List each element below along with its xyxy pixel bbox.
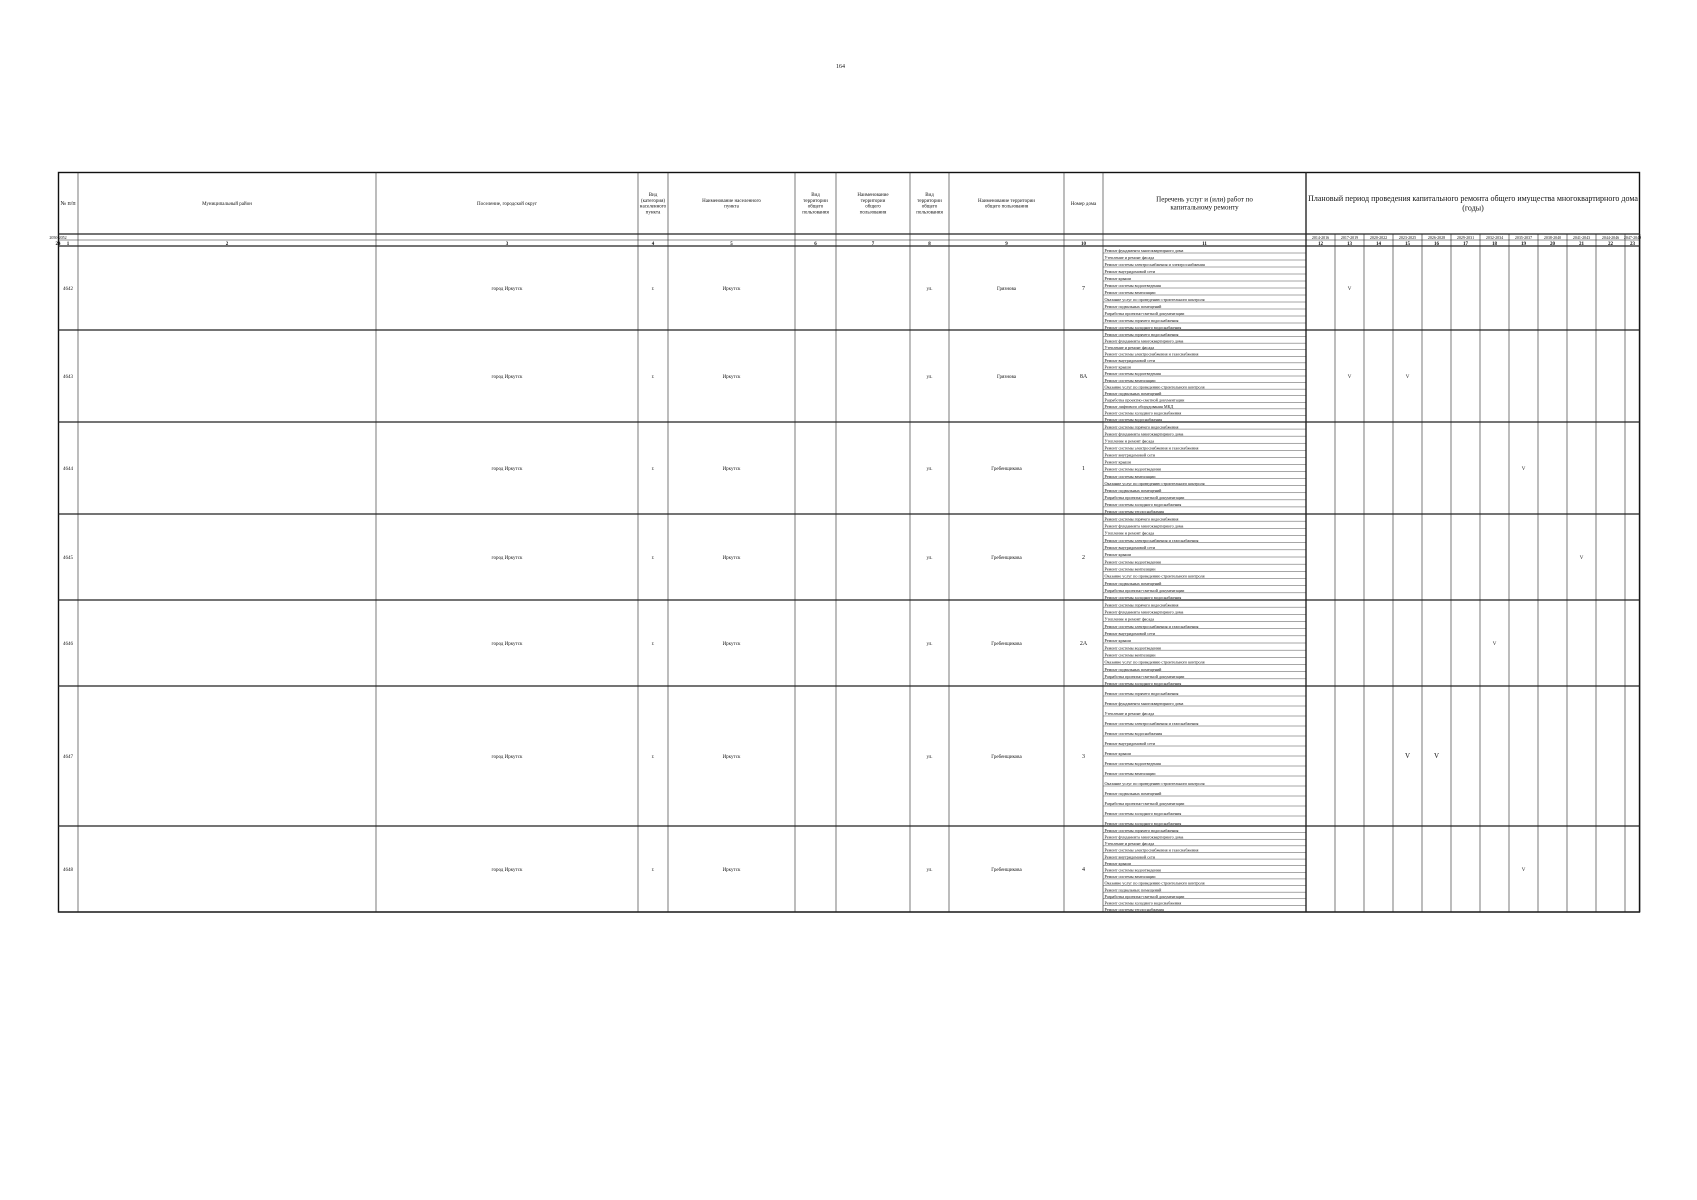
street-name: Гребенщикова: [991, 642, 1022, 647]
work-item: Ремонт системы водоотведения: [1104, 867, 1161, 873]
house-number: 3: [1082, 754, 1085, 760]
locality-name: Иркутск: [722, 556, 741, 561]
work-item: Ремонт системы вентиляции: [1104, 290, 1156, 296]
period-label: 2029-2031: [1456, 234, 1475, 240]
work-item: Ремонт внутридомовой сети: [1104, 545, 1156, 551]
row-number: 4643: [63, 375, 73, 380]
work-item: Оказание услуг по проведению строительного контроля: [1104, 480, 1205, 486]
column-number: 13: [1347, 241, 1352, 247]
street-type: ул.: [926, 868, 933, 873]
work-item: Ремонт фундамента многоквартирного дома: [1104, 248, 1184, 254]
column-number: 14: [1376, 241, 1381, 247]
work-item: Ремонт подвальных помещений: [1104, 791, 1162, 797]
work-item: Ремонт системы теплоснабжения: [1104, 907, 1164, 913]
locality-name: Иркутск: [722, 868, 741, 873]
row-number: 4642: [63, 287, 73, 292]
work-item: Ремонт внутридомовой сети: [1104, 854, 1156, 860]
work-item: Ремонт системы электроснабжения и газоснабжения: [1104, 445, 1199, 451]
period-label: 2014-2016: [1311, 234, 1330, 240]
work-item: Утепление и ремонт фасада: [1104, 711, 1155, 717]
header-cell: Вид: [648, 193, 658, 199]
work-item: Ремонт системы вентиляции: [1104, 566, 1156, 572]
work-item: Ремонт системы холодного водоснабжения: [1104, 502, 1182, 508]
work-item: Оказание услуг по проведению строительного контроля: [1104, 297, 1205, 303]
work-item: Ремонт фундамента многоквартирного дома: [1104, 431, 1184, 437]
work-item: Ремонт системы холодного водоснабжения: [1104, 681, 1182, 687]
work-item: Ремонт системы вентиляции: [1104, 771, 1156, 777]
work-item: Ремонт крыши: [1104, 638, 1131, 644]
column-number: 1: [66, 241, 70, 247]
locality-name: Иркутск: [722, 755, 741, 760]
column-number: 12: [1318, 241, 1323, 247]
work-item: Оказание услуг по проведению строительного контроля: [1104, 384, 1205, 390]
column-number: 5: [730, 241, 733, 247]
work-item: Ремонт крыши: [1104, 552, 1131, 558]
header-cell: территории: [860, 198, 886, 204]
header-cell: Наименование населенного: [702, 198, 761, 204]
work-item: Утепление и ремонт фасада: [1104, 841, 1155, 847]
work-item: Ремонт системы горячего водоснабжения: [1104, 424, 1179, 430]
work-item: Ремонт системы электроснабжения и газоснабжения: [1104, 537, 1199, 543]
column-number: 21: [1579, 241, 1584, 247]
street-type: ул.: [926, 755, 933, 760]
work-item: Ремонт системы холодного водоснабжения: [1104, 900, 1182, 906]
work-item: Ремонт системы горячего водоснабжения: [1104, 516, 1179, 522]
settlement-name: город Иркутск: [491, 375, 523, 380]
period-mark: V: [1347, 287, 1352, 292]
column-number: 4: [651, 241, 655, 247]
period-label: 2050-2052: [49, 234, 67, 240]
header-cell: Вид: [811, 193, 820, 199]
work-item: Ремонт системы горячего водоснабжения: [1104, 691, 1179, 697]
row-number: 4645: [63, 556, 73, 561]
settlement-name: город Иркутск: [491, 467, 523, 472]
street-name: Гребенщикова: [991, 755, 1022, 760]
column-number: 17: [1463, 241, 1468, 247]
header-cell: Муниципальный район: [202, 201, 252, 207]
header-cell: № п/п: [60, 201, 76, 208]
period-label: 2023-2025: [1398, 234, 1417, 240]
work-item: Разработка проектно-сметной документации: [1104, 893, 1185, 899]
locality-name: Иркутск: [722, 375, 741, 380]
work-item: Ремонт фундамента многоквартирного дома: [1104, 834, 1184, 840]
period-mark: V: [1347, 375, 1352, 380]
locality-name: Иркутск: [722, 467, 741, 472]
house-number: 1: [1082, 466, 1085, 472]
column-number: 23: [1630, 241, 1635, 247]
work-item: Ремонт подвальных помещений: [1104, 887, 1162, 893]
header-cell: общего: [921, 204, 938, 210]
column-number: 2: [225, 241, 229, 247]
work-item: Ремонт системы водоснабжения: [1104, 731, 1162, 737]
period-label: 2020-2022: [1369, 234, 1388, 240]
header-cell: территории: [917, 198, 942, 204]
work-item: Ремонт системы водоотведения: [1104, 645, 1161, 651]
street-name: Грязнова: [996, 287, 1017, 292]
work-item: Утепление и ремонт фасада: [1104, 255, 1155, 261]
period-label: 2038-2040: [1543, 234, 1562, 240]
settlement-name: город Иркутск: [491, 287, 523, 292]
work-item: Ремонт системы электроснабжения и электроснабжения: [1104, 262, 1205, 268]
header-cell: общего пользования: [984, 204, 1029, 210]
work-item: Утепление и ремонт фасада: [1104, 438, 1155, 444]
street-type: ул.: [926, 467, 933, 472]
header-period-title: Плановый период проведения капитального ремонта общего имущества многоквартирного дома: [1308, 194, 1638, 204]
work-item: Разработка проектно-сметной документации: [1104, 311, 1185, 317]
work-item: Ремонт системы теплоснабжения: [1104, 509, 1164, 515]
work-item: Разработка проектно-сметной документации: [1104, 588, 1185, 594]
work-item: Ремонт фундамента многоквартирного дома: [1104, 701, 1184, 707]
column-number: 16: [1434, 241, 1439, 247]
work-item: Ремонт подвальных помещений: [1104, 580, 1162, 586]
column-number: 3: [505, 241, 509, 247]
house-number: 4: [1082, 867, 1085, 873]
column-number: 15: [1405, 241, 1410, 247]
header-cell: пользования: [916, 210, 943, 216]
column-number: 10: [1081, 241, 1086, 247]
page-number: 164: [836, 64, 845, 70]
table-border: [59, 173, 1640, 913]
work-item: Оказание услуг по проведению строительного контроля: [1104, 573, 1205, 579]
locality-name: Иркутск: [722, 287, 741, 292]
row-number: 4646: [63, 642, 73, 647]
header-cell: Номер дома: [1070, 201, 1097, 207]
street-type: ул.: [926, 642, 933, 647]
period-mark: V: [1521, 467, 1526, 472]
work-item: Ремонт подвальных помещений: [1104, 487, 1162, 493]
column-number: 9: [1005, 241, 1008, 247]
header-cell: Наименование: [857, 193, 889, 199]
work-item: Ремонт системы горячего водоснабжения: [1104, 827, 1179, 833]
period-mark: V: [1404, 752, 1411, 760]
work-item: Ремонт внутридомовой сети: [1104, 269, 1156, 275]
column-number: 20: [1550, 241, 1555, 247]
work-item: Ремонт системы холодного водоснабжения: [1104, 410, 1182, 416]
row-number: 4648: [63, 868, 73, 873]
work-item: Ремонт системы холодного водоснабжения: [1104, 811, 1182, 817]
header-cell: Перечень услуг и (или) работ по: [1156, 195, 1253, 204]
column-number: 19: [1521, 241, 1526, 247]
work-item: Ремонт системы холодного водоснабжения: [1104, 821, 1182, 827]
house-number: 2: [1082, 555, 1085, 561]
work-item: Ремонт фундамента многоквартирного дома: [1104, 338, 1184, 344]
row-number: 4647: [63, 755, 73, 760]
period-mark: V: [1405, 375, 1410, 380]
work-item: Ремонт системы вентиляции: [1104, 473, 1156, 479]
locality-type: г.: [651, 287, 655, 292]
period-mark: V: [1492, 642, 1497, 647]
period-mark: V: [1579, 556, 1584, 561]
work-item: Ремонт системы водоотведения: [1104, 371, 1161, 377]
work-item: Ремонт внутридомовой сети: [1104, 741, 1156, 747]
house-number: 8А: [1079, 374, 1088, 380]
work-item: Ремонт системы электроснабжения и газоснабжения: [1104, 351, 1199, 357]
street-name: Грязнова: [996, 375, 1017, 380]
street-type: ул.: [926, 287, 933, 292]
work-item: Ремонт системы холодного водоснабжения: [1104, 595, 1182, 601]
period-label: 2017-2019: [1340, 234, 1359, 240]
street-name: Гребенщикова: [991, 467, 1022, 472]
column-number: 18: [1492, 241, 1497, 247]
settlement-name: город Иркутск: [491, 868, 523, 873]
period-mark: V: [1433, 752, 1440, 760]
work-item: Ремонт крыши: [1104, 459, 1131, 465]
work-item: Разработка проектно-сметной документации: [1104, 397, 1185, 403]
house-number: 7: [1082, 286, 1085, 292]
locality-name: Иркутск: [722, 642, 741, 647]
work-item: Ремонт внутридомовой сети: [1104, 631, 1156, 637]
header-cell: территории: [803, 198, 828, 204]
work-item: Ремонт фундамента многоквартирного дома: [1104, 523, 1184, 529]
column-number: 7: [871, 241, 875, 247]
header-cell: населенного: [639, 204, 667, 210]
locality-type: г.: [651, 467, 655, 472]
work-item: Ремонт системы холодного водоснабжения: [1104, 325, 1182, 331]
locality-type: г.: [651, 556, 655, 561]
street-name: Гребенщикова: [991, 556, 1022, 561]
work-item: Ремонт системы водоснабжения: [1104, 417, 1162, 423]
house-number: 2А: [1079, 641, 1088, 647]
work-item: Оказание услуг по проведению строительного контроля: [1104, 781, 1205, 787]
column-number: 24: [55, 241, 61, 247]
work-item: Ремонт системы вентиляции: [1104, 377, 1156, 383]
work-item: Утепление и ремонт фасада: [1104, 344, 1155, 350]
work-item: Ремонт лифтового оборудования МКД: [1104, 404, 1174, 410]
work-item: Оказание услуг по проведению строительного контроля: [1104, 659, 1205, 665]
work-item: Ремонт системы горячего водоснабжения: [1104, 331, 1179, 337]
header-cell: пользования: [802, 210, 829, 216]
street-type: ул.: [926, 375, 933, 380]
column-number: 11: [1202, 241, 1207, 247]
work-item: Ремонт крыши: [1104, 860, 1131, 866]
work-item: Ремонт внутридомовой сети: [1104, 358, 1156, 364]
locality-type: г.: [651, 868, 655, 873]
header-cell: пункта: [724, 204, 739, 210]
header-cell: (категория): [640, 198, 666, 204]
street-type: ул.: [926, 556, 933, 561]
work-item: Оказание услуг по проведению строительного контроля: [1104, 880, 1205, 886]
work-item: Ремонт системы вентиляции: [1104, 652, 1156, 658]
work-item: Ремонт системы водоотведения: [1104, 283, 1161, 289]
work-item: Ремонт системы электроснабжения и газоснабжения: [1104, 721, 1199, 727]
period-label: 2044-2046: [1601, 234, 1620, 240]
work-item: Ремонт системы горячего водоснабжения: [1104, 602, 1179, 608]
header-cell: общего: [865, 204, 881, 210]
locality-type: г.: [651, 642, 655, 647]
work-item: Ремонт фундамента многоквартирного дома: [1104, 609, 1184, 615]
work-item: Утепление и ремонт фасада: [1104, 530, 1155, 536]
header-cell: капитальному ремонту: [1170, 203, 1239, 212]
capital-repair-table: [49, 172, 1642, 913]
header-cell: Наименование территории: [978, 198, 1035, 204]
work-item: Ремонт системы электроснабжения и газоснабжения: [1104, 623, 1199, 629]
work-item: Ремонт системы электроснабжения и газоснабжения: [1104, 847, 1199, 853]
work-item: Утепление и ремонт фасада: [1104, 616, 1155, 622]
period-mark: V: [1521, 868, 1526, 873]
work-item: Ремонт крыши: [1104, 751, 1131, 757]
work-item: Ремонт подвальных помещений: [1104, 390, 1162, 396]
row-number: 4644: [63, 467, 73, 472]
street-name: Гребенщикова: [991, 868, 1022, 873]
header-cell: Вид: [925, 193, 934, 199]
work-item: Ремонт крыши: [1104, 276, 1131, 282]
settlement-name: город Иркутск: [491, 556, 523, 561]
period-label: 2041-2043: [1572, 234, 1591, 240]
work-item: Ремонт системы вентиляции: [1104, 874, 1156, 880]
work-item: Ремонт подвальных помещений: [1104, 666, 1162, 672]
work-item: Ремонт подвальных помещений: [1104, 304, 1162, 310]
work-item: Ремонт системы водоотведения: [1104, 559, 1161, 565]
column-number: 22: [1608, 241, 1613, 247]
work-item: Ремонт системы водоотведения: [1104, 761, 1161, 767]
work-item: Ремонт внутридомовой сети: [1104, 452, 1156, 458]
work-item: Разработка проектно-сметной документации: [1104, 495, 1185, 501]
period-label: 2026-2028: [1427, 234, 1446, 240]
header-cell: общего: [807, 204, 824, 210]
work-item: Ремонт крыши: [1104, 364, 1131, 370]
locality-type: г.: [651, 755, 655, 760]
work-item: Разработка проектно-сметной документации: [1104, 674, 1185, 680]
locality-type: г.: [651, 375, 655, 380]
work-item: Разработка проектно-сметной документации: [1104, 801, 1185, 807]
column-number: 8: [928, 241, 931, 247]
header-cell: пользования: [859, 210, 887, 216]
header-period-title: (годы): [1462, 203, 1484, 213]
column-number: 6: [814, 241, 817, 247]
period-label: 2047-2049: [1623, 234, 1642, 240]
period-label: 2032-2034: [1485, 234, 1504, 240]
settlement-name: город Иркутск: [491, 642, 523, 647]
period-label: 2035-2037: [1514, 234, 1533, 240]
settlement-name: город Иркутск: [491, 755, 523, 760]
work-item: Ремонт системы водоотведения: [1104, 466, 1161, 472]
header-cell: пункта: [645, 210, 661, 216]
work-item: Ремонт системы горячего водоснабжения: [1104, 318, 1179, 324]
header-cell: Поселение, городской округ: [476, 201, 538, 207]
